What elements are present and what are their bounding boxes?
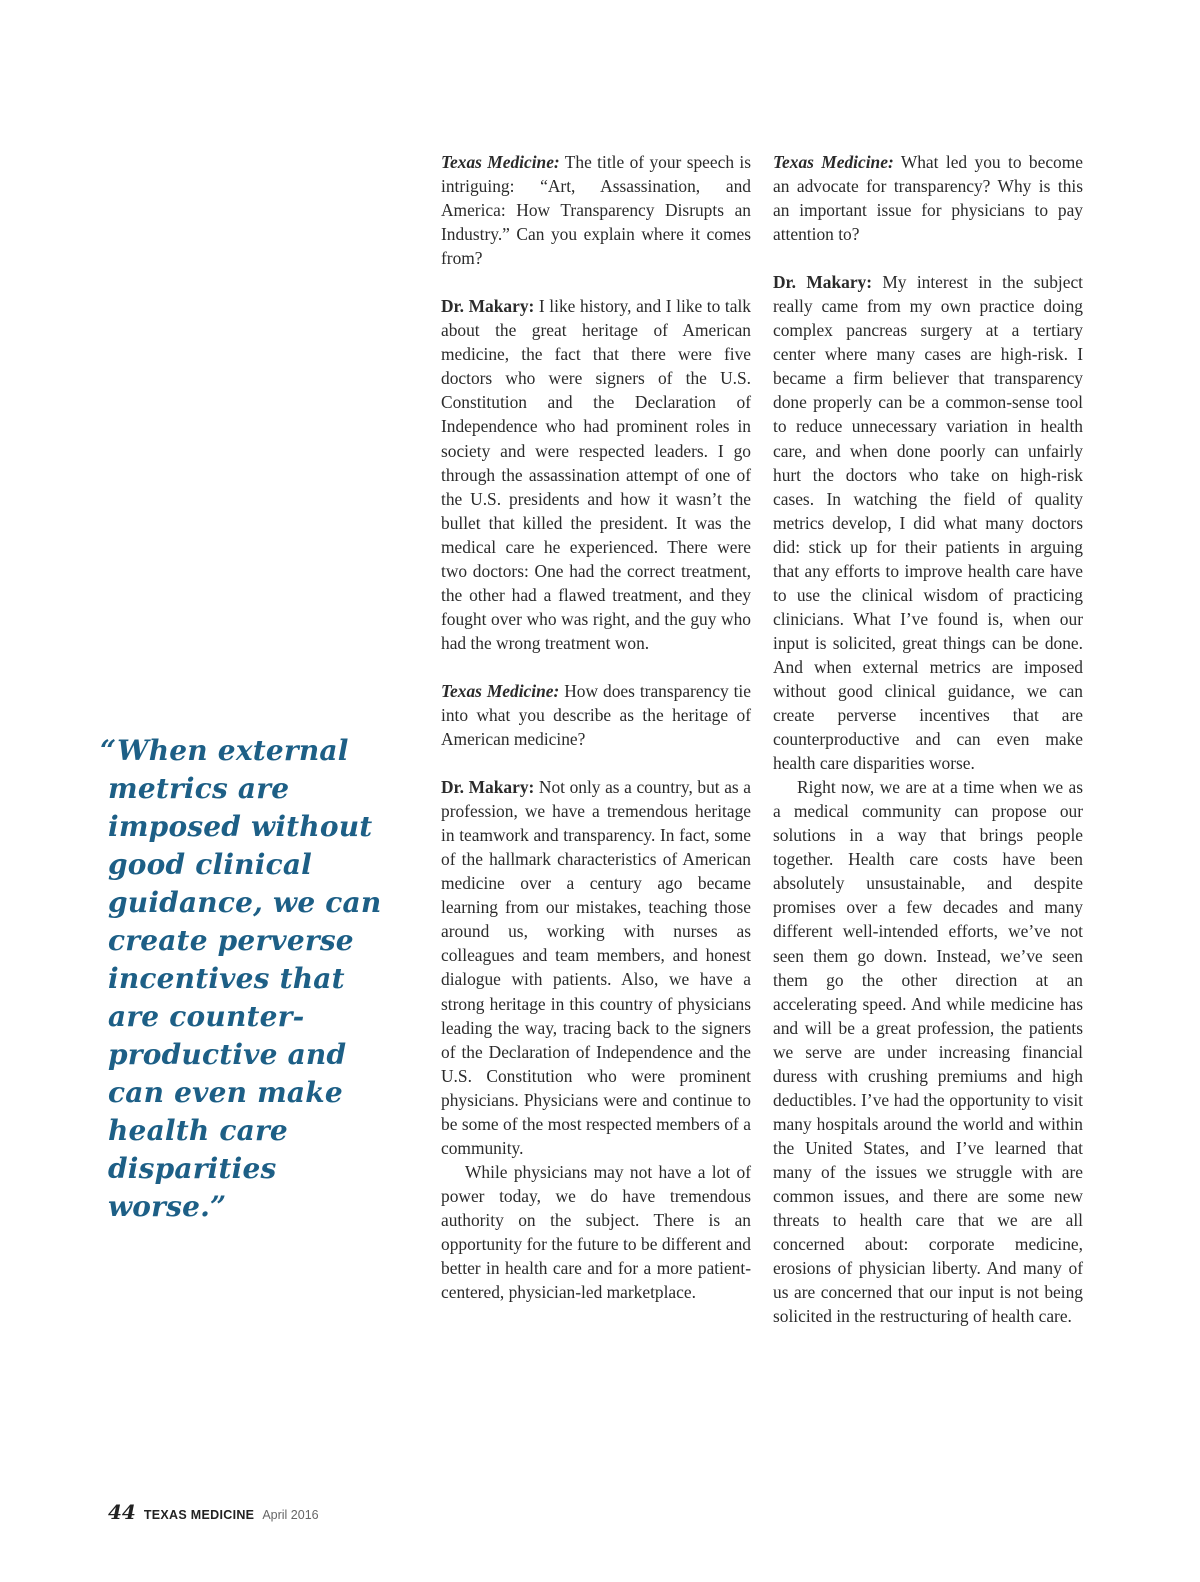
paragraph-text: My interest in the subject really came from my own practice doing complex pancreas surgery at a tertiary center where many cases are high-risk. I became a firm believer that transparency done properly can be a common-sense tool to reduce unnecessary variation in health care, and when done poorly can unfairly hurt the doctors who take on high-risk cases. In watching the field of quality metrics develop, I did what many doctors did: stick up for their patients in arguing that any efforts to improve health care have to use the clinical wisdom of practicing clinicians. What I’ve found is, when our input is solicited, great things can be done. And when external metrics are imposed without good clinical guidance, we can create perverse incentives that are counterproductive and can even make health care disparities worse. — [773, 272, 1083, 774]
interviewee-label: Dr. Makary: — [441, 777, 535, 798]
issue-date: April 2016 — [262, 1508, 319, 1522]
paragraph-text: I like history, and I like to talk about the great heritage of American medicine, the fact that there were five doctors who were signers of the U.S. Constitution and the Declaration of Independence who had prominent roles in society and were respected leaders. I go through the assassination attempt of one of the U.S. presidents and how it wasn’t the bullet that killed the president. It was the medical care he experienced. There were two doctors: One had the correct treatment, the other had a flawed treatment, and they fought over who was right, and the guy who had the wrong treatment won. — [441, 296, 752, 653]
question-paragraph — [441, 679, 751, 751]
pull-quote — [100, 732, 390, 1226]
continuation-paragraph — [441, 1160, 751, 1304]
magazine-name: TEXAS MEDICINE — [143, 1508, 255, 1522]
paragraph-text: The title of your speech is intriguing: “Art, Assassination, and America: How Transparency Disrupts an Industry.” Can you explain where it comes from? — [441, 152, 751, 269]
interviewer-label: Texas Medicine: — [441, 152, 560, 172]
paragraph-text: Not only as a country, but as a profession, we have a tremendous heritage in teamwork and transparency. In fact, some of the hallmark characteristics of American medicine over a century ago became learning from our mistakes, teaching those around us, working with nurses as colleagues and team members, and honest dialogue with patients. Also, we have a strong heritage in this country of physicians leading the way, tracing back to the signers of the Declaration of Independence and the U.S. Constitution who were prominent physicians. Physicians were and continue to be some of the most respected members of a community. — [441, 777, 752, 1158]
page-number: 44 — [108, 1500, 136, 1524]
paragraph-text: What led you to become an advocate for transparency? Why is this an important issue for physicians to pay attention to? — [773, 152, 1083, 245]
interviewer-label: Texas Medicine: — [773, 152, 894, 172]
paragraph-text: While physicians may not have a lot of power today, we do have tremendous authority on the subject. There is an opportunity for the future to be different and better in health care and for a more patient-centered, physician-led marketplace. — [441, 1161, 751, 1303]
continuation-paragraph — [773, 775, 1083, 1328]
question-paragraph — [773, 150, 1083, 246]
article-column-right — [773, 150, 1083, 1328]
article-column-left — [441, 150, 751, 1304]
paragraph-text: How does transparency tie into what you describe as the heritage of American medicine? — [441, 680, 751, 750]
interviewee-label: Dr. Makary: — [773, 272, 873, 293]
interviewee-label: Dr. Makary: — [441, 296, 535, 317]
paragraph-text: Right now, we are at a time when we as a medical community can propose our solutions in a way that brings people together. Health care costs have been absolutely unsustainable, and despite promises over a few decades and many different well-intended efforts, we’ve not seen them go down. Instead, we’ve seen them go the other direction at an accelerating speed. And while medicine has and will be a great profession, the patients we serve are under increasing financial duress with crushing premiums and high deductibles. I’ve had the opportunity to visit many hospitals around the world and within the United States, and I’ve learned that many of the issues we struggle with are common issues, and there are some new threats to health care that we are all concerned about: corporate medicine, erosions of physician liberty. And many of us are concerned that our input is not being solicited in the restructuring of health care. — [773, 777, 1083, 1327]
interviewer-label: Texas Medicine: — [441, 680, 560, 701]
answer-paragraph — [773, 270, 1083, 775]
answer-paragraph — [441, 775, 751, 1160]
page-footer — [108, 1500, 319, 1524]
pull-quote-text: “When external metrics are imposed without good clinical guidance, we can create perverse incentives that are counter-productive and can even make health care disparities worse.” — [100, 734, 382, 1223]
question-paragraph — [441, 150, 751, 270]
answer-paragraph — [441, 294, 751, 655]
